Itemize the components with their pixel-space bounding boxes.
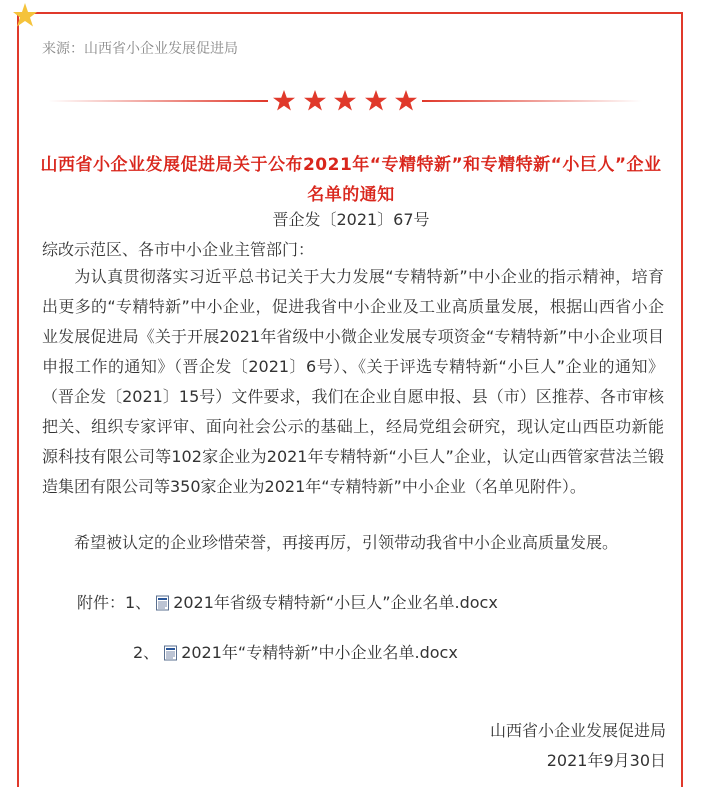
attachment-link-2[interactable]: 2021年“专精特新”中小企业名单.docx bbox=[181, 643, 458, 662]
body-paragraph-1 bbox=[42, 262, 664, 502]
attachment-row-1 bbox=[77, 591, 498, 615]
word-document-icon[interactable] bbox=[163, 645, 179, 661]
star-icon bbox=[272, 89, 296, 113]
attachment-row-2 bbox=[133, 641, 458, 665]
star-icon bbox=[364, 89, 388, 113]
body-paragraph-2 bbox=[42, 528, 664, 558]
star-divider bbox=[48, 88, 642, 114]
document-number: 晋企发〔2021〕67号 bbox=[272, 210, 430, 229]
attachment-lead-2: 2、 bbox=[133, 643, 160, 662]
signature-date: 2021年9月30日 bbox=[546, 751, 666, 770]
notice-title: 山西省小企业发展促进局关于公布2021年“专精特新”和专精特新“小巨人”企业名单的通知 bbox=[40, 155, 662, 205]
star-icon bbox=[303, 89, 327, 113]
attachment-link-1[interactable]: 2021年省级专精特新“小巨人”企业名单.docx bbox=[173, 593, 498, 612]
signature-block bbox=[490, 716, 666, 776]
star-icon bbox=[394, 89, 418, 113]
attachment-lead: 附件：1、 bbox=[77, 593, 152, 612]
divider-line-left bbox=[48, 100, 268, 102]
source-label: 来源：山西省小企业发展促进局 bbox=[42, 41, 238, 57]
body-paragraph-2-text: 希望被认定的企业珍惜荣誉，再接再厉，引领带动我省中小企业高质量发展。 bbox=[74, 533, 619, 552]
star-icon bbox=[333, 89, 357, 113]
word-document-icon[interactable] bbox=[155, 595, 171, 611]
body-paragraph-1-text: 为认真贯彻落实习近平总书记关于大力发展“专精特新”中小企业的指示精神，培育出更多的“专精特新”中小企业，促进我省中小企业及工业高质量发展，根据山西省小企业发展促进局《关于开展2021年省级中小微企业发展专项资金“专精特新”中小企业项目申报工作的通知》（晋企发〔2021〕6号）、《关于评选专精特新“小巨人”企业的通知》（晋企发〔2021〕15号）文件要求，我们在企业自愿申报、县（市）区推荐、各市审核把关、组织专家评审、面向社会公示的基础上，经局党组会研究，现认定山西臣功新能源科技有限公司等102家企业为2021年专精特新“小巨人”企业，认定山西管家营法兰锻造集团有限公司等350家企业为2021年“专精特新”中小企业（名单见附件）。 bbox=[42, 267, 664, 496]
recipients-line: 综改示范区、各市中小企业主管部门： bbox=[42, 240, 315, 259]
corner-star-icon bbox=[12, 2, 38, 28]
divider-line-right bbox=[422, 100, 642, 102]
divider-stars bbox=[272, 88, 418, 114]
signature-org: 山西省小企业发展促进局 bbox=[489, 721, 666, 740]
